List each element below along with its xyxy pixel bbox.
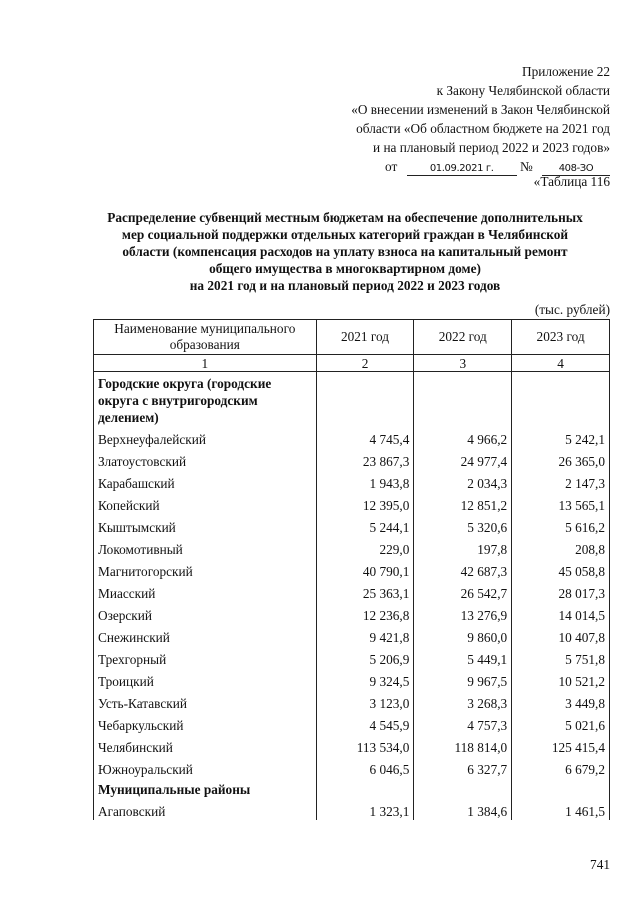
table-header-row (94, 320, 610, 355)
column-number: 3 (414, 355, 512, 372)
value-2021: 9 421,8 (316, 624, 414, 646)
appendix-header (351, 62, 610, 176)
municipality-name: Снежинский (94, 624, 317, 646)
empty-cell (414, 778, 512, 798)
table-reference: «Таблица 116 (533, 174, 610, 189)
value-2021: 9 324,5 (316, 668, 414, 690)
value-2021: 5 206,9 (316, 646, 414, 668)
value-2023: 5 021,6 (512, 712, 610, 734)
value-2021: 25 363,1 (316, 580, 414, 602)
value-2021: 6 046,5 (316, 756, 414, 778)
table-row (94, 536, 610, 558)
value-2021: 3 123,0 (316, 690, 414, 712)
header-2021: 2021 год (316, 320, 414, 355)
table-row (94, 712, 610, 734)
table-row (94, 668, 610, 690)
value-2021: 1 943,8 (316, 470, 414, 492)
municipality-name: Миасский (94, 580, 317, 602)
title-line: мер социальной поддержки отдельных категорий граждан в Челябинской (121, 227, 569, 242)
value-2022: 5 449,1 (414, 646, 512, 668)
table-row (94, 514, 610, 536)
document-title (85, 209, 605, 294)
header-2022: 2022 год (414, 320, 512, 355)
value-2022: 118 814,0 (414, 734, 512, 756)
title-line: общего имущества в многоквартирном доме) (209, 261, 481, 276)
title-line: на 2021 год и на плановый период 2022 и 2023 годов (189, 278, 501, 293)
municipality-name: Озерский (94, 602, 317, 624)
table-row (94, 756, 610, 778)
appendix-line: и на плановый период 2022 и 2023 годов» (373, 140, 610, 155)
value-2023: 5 751,8 (512, 646, 610, 668)
header-municipality: Наименование муниципального образования (94, 320, 317, 355)
column-number: 4 (512, 355, 610, 372)
table-row (94, 690, 610, 712)
section-row (94, 778, 610, 798)
ot-label: от (385, 159, 398, 174)
value-2023: 26 365,0 (512, 448, 610, 470)
empty-cell (316, 372, 414, 427)
municipality-name: Локомотивный (94, 536, 317, 558)
number-label: № (519, 159, 533, 174)
value-2021: 1 323,1 (316, 798, 414, 820)
table-body (94, 372, 610, 821)
municipality-name: Агаповский (94, 798, 317, 820)
value-2021: 4 545,9 (316, 712, 414, 734)
empty-cell (316, 778, 414, 798)
value-2023: 10 521,2 (512, 668, 610, 690)
value-2021: 40 790,1 (316, 558, 414, 580)
value-2022: 1 384,6 (414, 798, 512, 820)
section-title: Муниципальные районы (94, 778, 317, 798)
table-row (94, 646, 610, 668)
table-row (94, 798, 610, 820)
value-2022: 9 967,5 (414, 668, 512, 690)
table-row (94, 426, 610, 448)
value-2021: 113 534,0 (316, 734, 414, 756)
value-2023: 28 017,3 (512, 580, 610, 602)
value-2023: 208,8 (512, 536, 610, 558)
table-row (94, 470, 610, 492)
table-row (94, 492, 610, 514)
column-number: 1 (94, 355, 317, 372)
value-2022: 5 320,6 (414, 514, 512, 536)
value-2022: 4 966,2 (414, 426, 512, 448)
municipality-name: Карабашский (94, 470, 317, 492)
municipality-name: Магнитогорский (94, 558, 317, 580)
law-date: 01.09.2021 г. (407, 162, 517, 176)
value-2023: 5 242,1 (512, 426, 610, 448)
value-2023: 3 449,8 (512, 690, 610, 712)
value-2022: 13 276,9 (414, 602, 512, 624)
table-row (94, 624, 610, 646)
value-2021: 12 236,8 (316, 602, 414, 624)
page-number: 741 (590, 857, 610, 872)
value-2023: 5 616,2 (512, 514, 610, 536)
value-2021: 229,0 (316, 536, 414, 558)
value-2023: 6 679,2 (512, 756, 610, 778)
table-row (94, 580, 610, 602)
value-2022: 2 034,3 (414, 470, 512, 492)
municipality-name: Троицкий (94, 668, 317, 690)
municipality-name: Златоустовский (94, 448, 317, 470)
value-2022: 12 851,2 (414, 492, 512, 514)
value-2022: 24 977,4 (414, 448, 512, 470)
value-2022: 42 687,3 (414, 558, 512, 580)
value-2022: 4 757,3 (414, 712, 512, 734)
value-2021: 23 867,3 (316, 448, 414, 470)
units-label: (тыс. рублей) (534, 302, 610, 317)
value-2023: 14 014,5 (512, 602, 610, 624)
value-2022: 26 542,7 (414, 580, 512, 602)
value-2021: 5 244,1 (316, 514, 414, 536)
value-2022: 197,8 (414, 536, 512, 558)
section-title: Городские округа (городские округа с внутригородским делением) (94, 372, 317, 427)
appendix-line: «О внесении изменений в Закон Челябинской (351, 102, 610, 117)
appendix-line: области «Об областном бюджете на 2021 год (356, 121, 610, 136)
value-2022: 9 860,0 (414, 624, 512, 646)
table-row (94, 558, 610, 580)
municipality-name: Челябинский (94, 734, 317, 756)
municipality-name: Усть-Катавский (94, 690, 317, 712)
value-2023: 125 415,4 (512, 734, 610, 756)
law-number: 408-ЗО (542, 162, 610, 176)
column-number-row (94, 355, 610, 372)
value-2022: 3 268,3 (414, 690, 512, 712)
value-2023: 10 407,8 (512, 624, 610, 646)
value-2023: 1 461,5 (512, 798, 610, 820)
appendix-line: Приложение 22 (522, 64, 610, 79)
empty-cell (414, 372, 512, 427)
municipality-name: Чебаркульский (94, 712, 317, 734)
title-line: области (компенсация расходов на уплату взноса на капитальный ремонт (122, 244, 568, 259)
table-row (94, 734, 610, 756)
municipality-name: Верхнеуфалейский (94, 426, 317, 448)
value-2022: 6 327,7 (414, 756, 512, 778)
value-2021: 12 395,0 (316, 492, 414, 514)
table-row (94, 602, 610, 624)
value-2023: 2 147,3 (512, 470, 610, 492)
empty-cell (512, 778, 610, 798)
municipality-name: Кыштымский (94, 514, 317, 536)
value-2021: 4 745,4 (316, 426, 414, 448)
value-2023: 45 058,8 (512, 558, 610, 580)
empty-cell (512, 372, 610, 427)
header-2023: 2023 год (512, 320, 610, 355)
municipality-name: Трехгорный (94, 646, 317, 668)
table-row (94, 448, 610, 470)
appendix-line: к Закону Челябинской области (436, 83, 610, 98)
section-row (94, 372, 610, 427)
municipality-name: Южноуральский (94, 756, 317, 778)
municipality-name: Копейский (94, 492, 317, 514)
value-2023: 13 565,1 (512, 492, 610, 514)
column-number: 2 (316, 355, 414, 372)
subsidy-table (93, 319, 610, 820)
title-line: Распределение субвенций местным бюджетам на обеспечение дополнительных (107, 210, 583, 225)
